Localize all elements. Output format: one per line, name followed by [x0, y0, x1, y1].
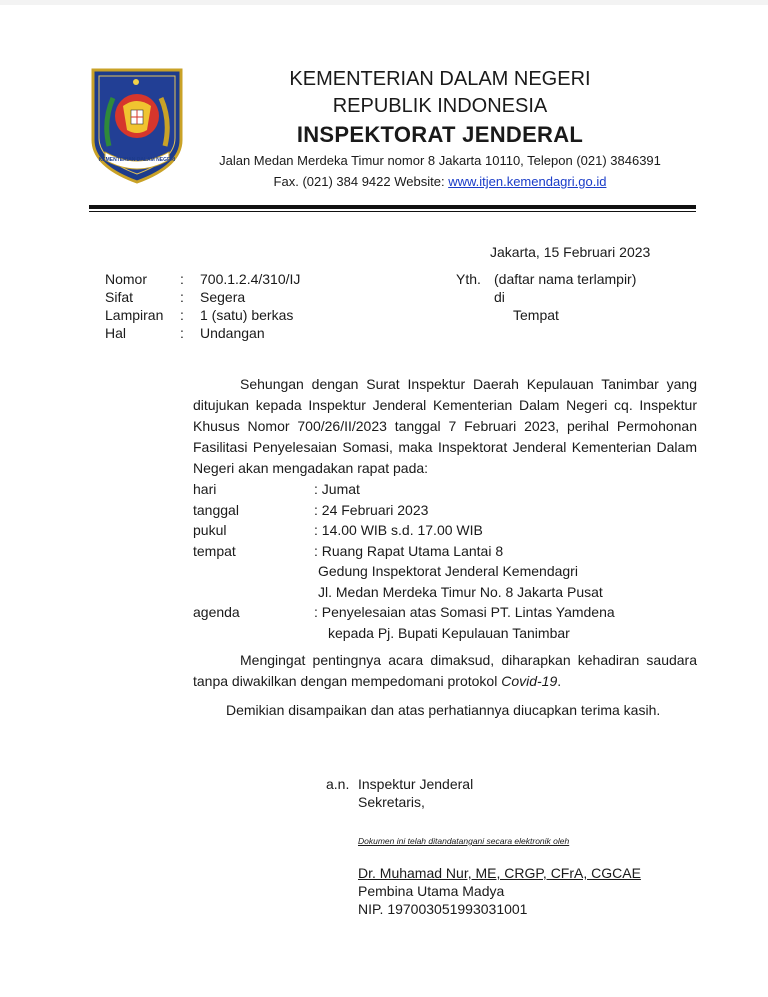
meta-row-sifat — [105, 288, 300, 306]
kemendagri-logo — [89, 66, 185, 184]
letterhead-fax: Fax. (021) 384 9422 Website: — [273, 174, 449, 189]
recipient-block — [456, 270, 636, 324]
esign-note: Dokumen ini telah ditandatangani secara elektronik oleh — [358, 836, 570, 846]
detail-value: : 24 Februari 2023 — [314, 501, 429, 518]
detail-value: : Ruang Rapat Utama Lantai 8 — [314, 542, 504, 559]
detail-agenda-line2: kepada Pj. Bupati Kepulauan Tanimbar — [328, 624, 570, 641]
detail-row-agenda — [193, 602, 697, 623]
recipient-place: Tempat — [513, 307, 559, 323]
meeting-details — [193, 479, 697, 643]
meta-sep: : — [180, 307, 184, 323]
detail-value: : Jumat — [314, 481, 360, 497]
meta-row-nomor — [105, 270, 300, 288]
meta-value: Segera — [200, 289, 246, 305]
garuda-emblem-icon — [89, 66, 185, 184]
letter-body — [193, 374, 697, 721]
detail-value: : Penyelesaian atas Somasi PT. Lintas Yamdena — [314, 604, 615, 620]
meta-key: Sifat — [105, 289, 134, 305]
letterhead-ministry: KEMENTERIAN DALAM NEGERI — [289, 68, 591, 90]
letter-meta — [105, 270, 300, 342]
letterhead — [192, 66, 688, 192]
letterhead-rule-thick — [89, 205, 696, 209]
body-paragraph-2 — [193, 650, 697, 692]
recipient-di: di — [494, 289, 505, 305]
meta-sep: : — [180, 289, 184, 305]
meta-key: Hal — [105, 325, 127, 341]
recipient-name: (daftar nama terlampir) — [494, 271, 637, 287]
signature-an: a.n. — [326, 776, 350, 792]
meta-sep: : — [180, 325, 184, 341]
detail-key: tanggal — [193, 501, 239, 518]
detail-tempat-line2: Gedung Inspektorat Jenderal Kemendagri — [318, 563, 578, 579]
signature-title: Inspektur Jenderal — [358, 776, 474, 792]
signatory-nip: NIP. 197003051993031001 — [358, 901, 528, 917]
letter-date: Jakarta, 15 Februari 2023 — [490, 244, 651, 260]
detail-key: tempat — [193, 542, 236, 559]
body-paragraph-1: Sehungan dengan Surat Inspektur Daerah Kepulauan Tanimbar yang ditujukan kepada Inspektur Jenderal Kementerian Dalam Negeri cq. Inspektur Khusus Nomor 700/26/II/2023 tanggal 7 Februari 2023, perihal Permohonan Fasilitasi Penyelesaian Somasi, maka Inspektorat Jenderal Kementerian Dalam Negeri akan mengadakan rapat pada: — [193, 376, 697, 476]
signatory-rank: Pembina Utama Madya — [358, 883, 505, 899]
meta-row-lampiran — [105, 306, 300, 324]
detail-tempat-line3: Jl. Medan Merdeka Timur No. 8 Jakarta Pusat — [318, 583, 603, 600]
detail-value: : 14.00 WIB s.d. 17.00 WIB — [314, 522, 483, 538]
detail-key: hari — [193, 481, 217, 497]
letterhead-address: Jalan Medan Merdeka Timur nomor 8 Jakarta 10110, Telepon (021) 3846391 — [219, 153, 661, 168]
detail-row-hari — [193, 479, 697, 500]
letterhead-contact — [192, 171, 688, 192]
svg-text:KEMENTERIAN DALAM NEGERI: KEMENTERIAN DALAM NEGERI — [98, 157, 176, 163]
para2-text: Mengingat pentingnya acara dimaksud, diharapkan kehadiran saudara tanpa diwakilkan dengan mempedomani protokol — [193, 652, 697, 689]
para2-end: . — [557, 673, 562, 689]
meta-value: 1 (satu) berkas — [200, 307, 294, 323]
detail-row-pukul — [193, 520, 697, 541]
detail-row-tanggal — [193, 500, 697, 521]
signature-subtitle: Sekretaris, — [358, 794, 425, 810]
detail-key: agenda — [193, 604, 240, 620]
meta-sep: : — [180, 271, 184, 287]
meta-key: Lampiran — [105, 307, 164, 323]
meta-key: Nomor — [105, 271, 148, 287]
meta-row-hal — [105, 324, 300, 342]
para2-italic: Covid-19 — [501, 673, 558, 689]
website-link[interactable]: www.itjen.kemendagri.go.id — [448, 174, 607, 189]
signature-block — [326, 775, 641, 918]
letterhead-country: REPUBLIK INDONESIA — [332, 95, 548, 117]
signatory-name: Dr. Muhamad Nur, ME, CRGP, CFrA, CGCAE — [358, 865, 641, 881]
top-edge — [0, 0, 768, 5]
letterhead-unit: INSPEKTORAT JENDERAL — [296, 122, 584, 147]
meta-value: 700.1.2.4/310/IJ — [200, 271, 301, 287]
recipient-label: Yth. — [456, 271, 481, 287]
meta-value: Undangan — [200, 325, 265, 341]
detail-row-tempat — [193, 541, 697, 562]
body-paragraph-3: Demikian disampaikan dan atas perhatiannya diucapkan terima kasih. — [226, 702, 661, 718]
detail-key: pukul — [193, 522, 227, 538]
letterhead-rule-thin — [89, 211, 696, 212]
